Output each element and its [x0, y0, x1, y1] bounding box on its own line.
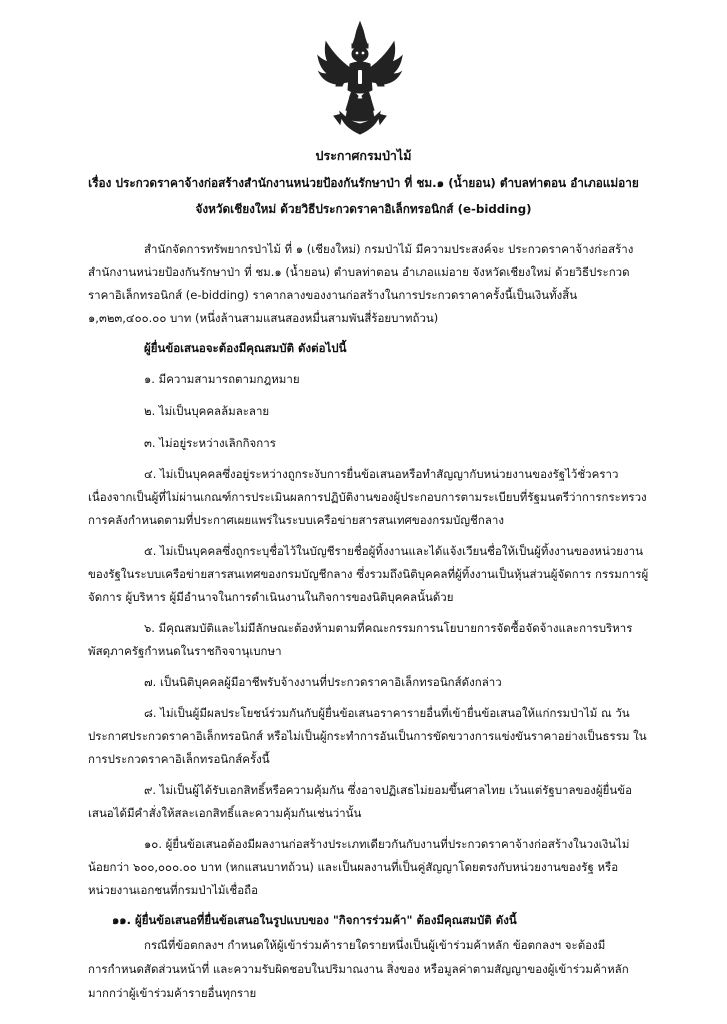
qualification-item-continued: น้อยกว่า ๖๐๐,๐๐๐.๐๐ บาท (หกแสนบาทถ้วน) และเป็นผลงานที่เป็นคู่สัญญาโดยตรงกับหน่วยงานของรัฐ หรือ: [88, 860, 619, 874]
document-title: ประกาศกรมป่าไม้: [315, 148, 412, 163]
qualification-item: ๑๑. ผู้ยื่นข้อเสนอที่ยื่นข้อเสนอในรูปแบบของ "กิจการร่วมค้า" ต้องมีคุณสมบัติ ดังนี้: [112, 913, 517, 927]
qualification-item: ๗. เป็นนิติบุคคลผู้มีอาชีพรับจ้างงานที่ประกวดราคาอิเล็กทรอนิกส์ดังกล่าว: [144, 675, 502, 689]
qualification-item: ๕. ไม่เป็นบุคคลซึ่งถูกระบุชื่อไว้ในบัญชีรายชื่อผู้ทิ้งงานและได้แจ้งเวียนชื่อให้เป็นผู้ทิ้งงานของหน่วยงาน: [144, 544, 643, 558]
intro-line: ๑,๓๒๓,๔๐๐.๐๐ บาท (หนึ่งล้านสามแสนสองหมื่นสามพันสี่ร้อยบาทถ้วน): [88, 311, 439, 325]
qualifications-heading: ผู้ยื่นข้อเสนอจะต้องมีคุณสมบัติ ดังต่อไปนี้: [144, 341, 347, 355]
qualification-item: ๑๐. ผู้ยื่นข้อเสนอต้องมีผลงานก่อสร้างประเภทเดียวกันกับงานที่ประกวดราคาจ้างก่อสร้างในวงเงินไม่: [144, 837, 630, 851]
qualification-item-continued: ของรัฐในระบบเครือข่ายสารสนเทศของกรมบัญชีกลาง ซึ่งรวมถึงนิติบุคคลที่ผู้ทิ้งงานเป็นหุ้นส่วนผู้จัดการ กรรมการผู้: [88, 567, 649, 581]
qualification-item: ๘. ไม่เป็นผู้มีผลประโยชน์ร่วมกันกับผู้ยื่นข้อเสนอราคารายอื่นที่เข้ายื่นข้อเสนอให้แก่กรมป่าไม้ ณ วัน: [144, 706, 630, 720]
joint-venture-line: มากกว่าผู้เข้าร่วมค้ารายอื่นทุกราย: [88, 986, 257, 1000]
joint-venture-line: การกำหนดสัดส่วนหน้าที่ และความรับผิดชอบในปริมาณงาน สิ่งของ หรือมูลค่าตามสัญญาของผู้เข้าร่วมค้าหลัก: [88, 962, 629, 976]
qualification-item-continued: การประกวดราคาอิเล็กทรอนิกส์ครั้งนี้: [88, 752, 270, 766]
garuda-emblem-icon: [316, 20, 404, 138]
qualification-item: ๑. มีความสามารถตามกฎหมาย: [144, 372, 300, 386]
qualification-item: ๒. ไม่เป็นบุคคลล้มละลาย: [144, 404, 270, 418]
qualification-item-continued: การคลังกำหนดตามที่ประกาศเผยแพร่ในระบบเครือข่ายสารสนเทศของกรมบัญชีกลาง: [88, 513, 504, 527]
qualification-item: ๙. ไม่เป็นผู้ได้รับเอกสิทธิ์หรือความคุ้มกัน ซึ่งอาจปฏิเสธไม่ยอมขึ้นศาลไทย เว้นแต่รัฐบาลของผู้ยื่นข้อ: [144, 783, 633, 797]
joint-venture-line: กรณีที่ข้อตกลงฯ กำหนดให้ผู้เข้าร่วมค้ารายใดรายหนึ่งเป็นผู้เข้าร่วมค้าหลัก ข้อตกลงฯ จะต้องมี: [144, 938, 606, 952]
qualification-item-continued: หน่วยงานเอกชนที่กรมป่าไม้เชื่อถือ: [88, 883, 258, 897]
qualification-item: ๔. ไม่เป็นบุคคลซึ่งอยู่ระหว่างถูกระงับการยื่นข้อเสนอหรือทำสัญญากับหน่วยงานของรัฐไว้ชั่วคราว: [144, 467, 619, 481]
qualification-item-continued: จัดการ ผู้บริหาร ผู้มีอำนาจในการดำเนินงานในกิจการของนิติบุคคลนั้นด้วย: [88, 590, 454, 604]
qualification-item-continued: เสนอได้มีคำสั่งให้สละเอกสิทธิ์และความคุ้มกันเช่นว่านั้น: [88, 806, 362, 820]
qualification-item-continued: พัสดุภาครัฐกำหนดในราชกิจจานุเบกษา: [88, 644, 282, 658]
intro-line: ราคาอิเล็กทรอนิกส์ (e-bidding) ราคากลางของงานก่อสร้างในการประกวดราคาครั้งนี้เป็นเงินทั้งสิ้น: [88, 288, 578, 302]
intro-line: สำนักงานหน่วยป้องกันรักษาป่า ที่ ชม.๑ (น้ำยอน) ตำบลท่าตอน อำเภอแม่อาย จังหวัดเชียงใหม่ ด้วยวิธีประกวด: [88, 265, 630, 279]
document-subject-line-1: เรื่อง ประกวดราคาจ้างก่อสร้างสำนักงานหน่วยป้องกันรักษาป่า ที่ ชม.๑ (น้ำยอน) ตำบลท่าตอน อำเภอแม่อาย: [88, 176, 639, 190]
qualification-item-continued: ประกาศประกวดราคาอิเล็กทรอนิกส์ หรือไม่เป็นผู้กระทำการอันเป็นการขัดขวางการแข่งขันราคาอย่างเป็นธรรม ใน: [88, 729, 647, 743]
document-subject-line-2: จังหวัดเชียงใหม่ ด้วยวิธีประกวดราคาอิเล็กทรอนิกส์ (e-bidding): [195, 202, 532, 216]
qualification-item-continued: เนื่องจากเป็นผู้ที่ไม่ผ่านเกณฑ์การประเมินผลการปฏิบัติงานของผู้ประกอบการตามระเบียบที่รัฐมนตรีว่าการกระทรวง: [88, 490, 647, 504]
qualification-item: ๖. มีคุณสมบัติและไม่มีลักษณะต้องห้ามตามที่คณะกรรมการนโยบายการจัดซื้อจัดจ้างและการบริหาร: [144, 621, 633, 635]
intro-line: สำนักจัดการทรัพยากรป่าไม้ ที่ ๑ (เชียงใหม่) กรมป่าไม้ มีความประสงค์จะ ประกวดราคาจ้างก่อสร้าง: [144, 242, 634, 256]
qualification-item: ๓. ไม่อยู่ระหว่างเลิกกิจการ: [144, 436, 276, 450]
